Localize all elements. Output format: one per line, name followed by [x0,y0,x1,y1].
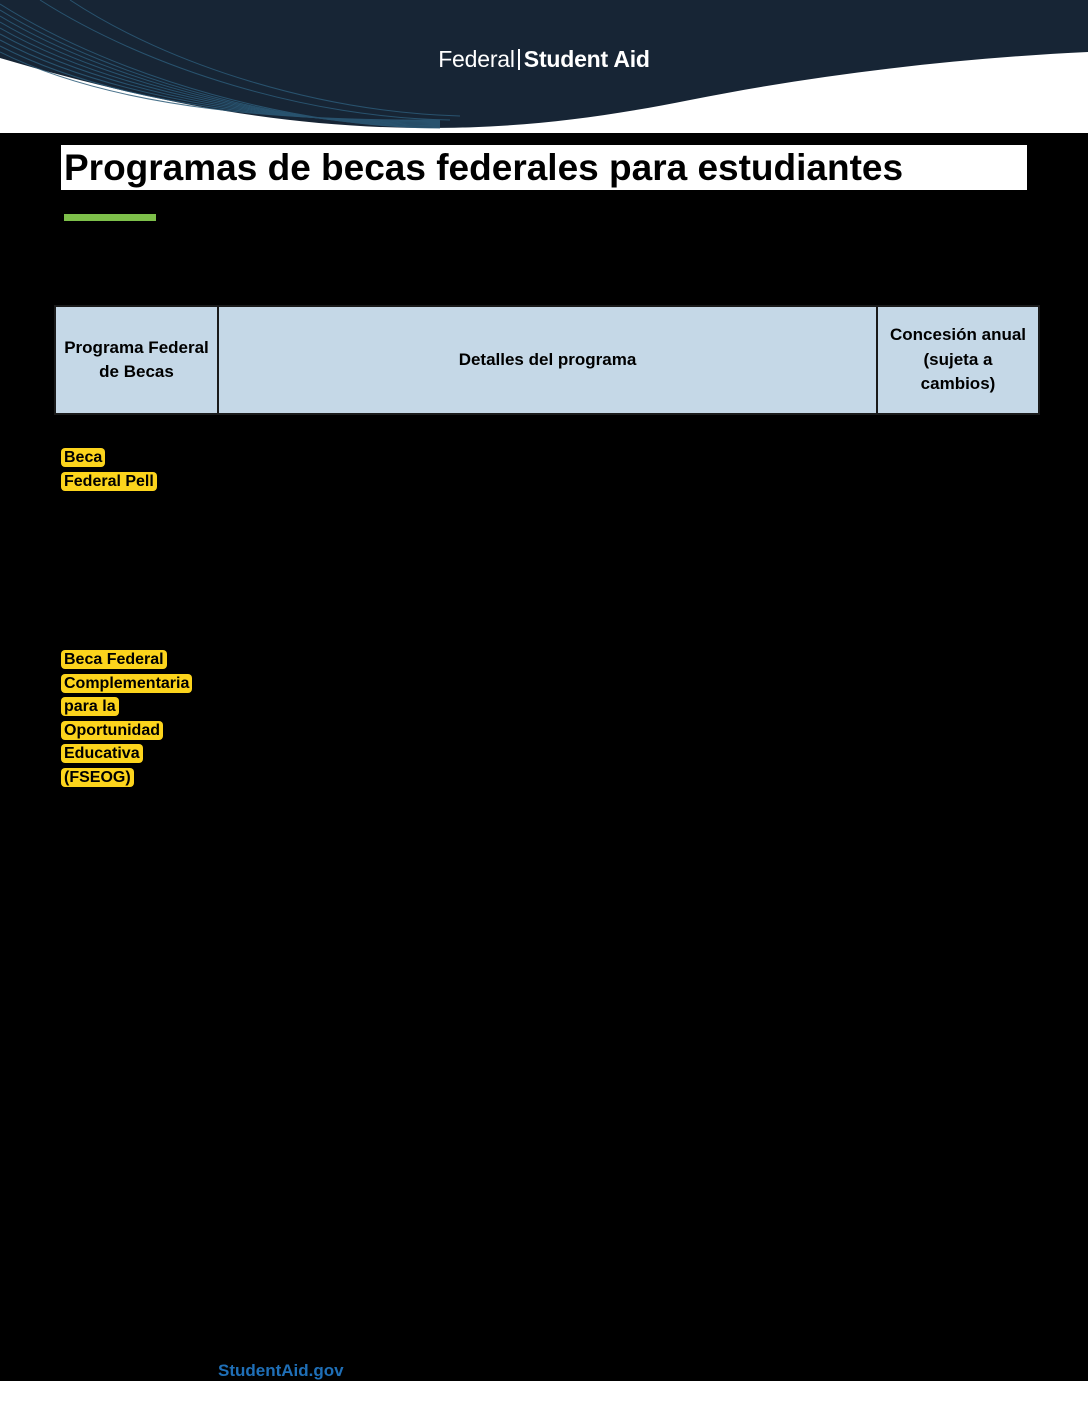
header-details: Detalles del programa [218,306,877,414]
program-pell-line-1: Beca [61,448,105,467]
header-annual-award: Concesión anual (sujeta a cambios) [877,306,1039,414]
logo-divider [518,49,520,70]
program-fseog-line-2: Complementaria [61,674,192,693]
program-fseog-line-1: Beca Federal [61,650,167,669]
footer-strip [0,1381,1088,1408]
page-title: Programas de becas federales para estudiantes [64,147,904,188]
grants-table [54,305,1040,415]
page-body [0,133,1088,1381]
table-header-row [55,306,1039,414]
logo-federal-text: Federal [438,46,515,72]
program-fseog-line-3: para la [61,697,119,716]
header-program: Programa Federal de Becas [55,306,218,414]
logo-student-aid-text: Student Aid [523,46,650,72]
studentaid-gov-link[interactable]: StudentAid.gov [218,1361,344,1380]
program-pell-label [61,446,157,493]
program-fseog-label [61,648,192,789]
program-fseog-line-5: Educativa [61,744,143,763]
federal-student-aid-logo [0,44,1088,74]
program-fseog-line-6: (FSEOG) [61,768,134,787]
program-fseog-line-4: Oportunidad [61,721,163,740]
program-pell-line-2: Federal Pell [61,472,157,491]
title-box [61,145,1027,190]
header-banner [0,0,1088,133]
accent-underline [64,214,156,221]
